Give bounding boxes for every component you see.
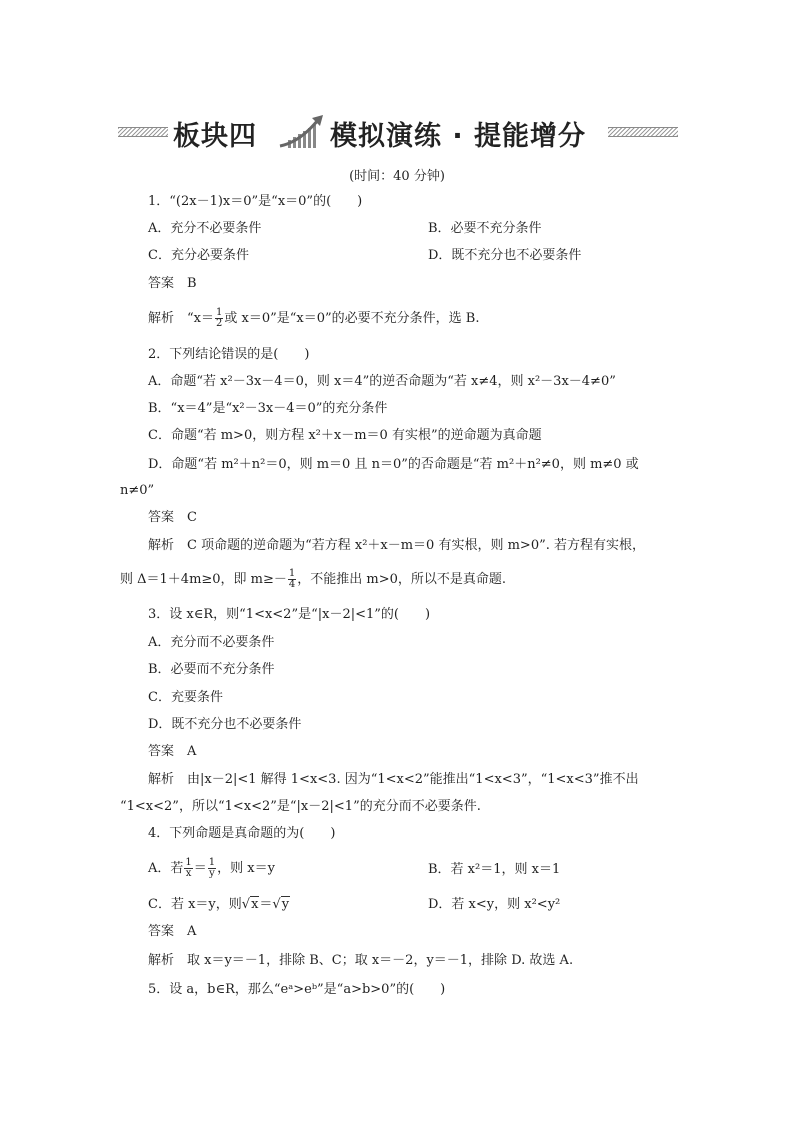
rising-bars-arrow-icon bbox=[276, 112, 328, 150]
q4-a-pre: A．若 bbox=[148, 861, 184, 876]
fraction-denominator: x bbox=[185, 868, 192, 879]
q2-answer: 答案 C bbox=[148, 510, 197, 525]
banner-title-part1: 板块四 bbox=[173, 121, 257, 152]
q4-option-c bbox=[148, 895, 290, 915]
q1-stem: 1．“(2x－1)x＝0”是“x＝0”的( ) bbox=[148, 194, 363, 209]
q3-option-c: C．充要条件 bbox=[148, 690, 223, 705]
sqrt-icon: √ bbox=[272, 897, 281, 912]
banner-stripe-right bbox=[608, 127, 678, 137]
fraction bbox=[208, 858, 216, 879]
q4-option-a bbox=[148, 858, 275, 879]
q1-analysis-post: 或 x＝0”是“x＝0”的必要不充分条件，选 B. bbox=[224, 311, 480, 326]
q3-option-a: A．充分而不必要条件 bbox=[148, 635, 275, 650]
q1-answer: 答案 B bbox=[148, 276, 197, 291]
q4-stem: 4．下列命题是真命题的为( ) bbox=[148, 826, 336, 841]
sqrt-icon: √ bbox=[241, 897, 251, 912]
q2-analysis-post: ，不能推出 m>0，所以不是真命题. bbox=[297, 572, 507, 587]
fraction-denominator: 4 bbox=[288, 579, 296, 590]
q5-stem: 5．设 a，b∈R，那么“eᵃ>eᵇ”是“a>b>0”的( ) bbox=[148, 982, 446, 997]
fraction-numerator: 1 bbox=[208, 857, 216, 868]
q2-stem: 2．下列结论错误的是( ) bbox=[148, 347, 310, 362]
fraction bbox=[215, 308, 223, 329]
q4-answer: 答案 A bbox=[148, 924, 197, 939]
q4-analysis: 解析 取 x＝y＝－1，排除 B、C；取 x＝－2，y＝－1，排除 D. 故选 A. bbox=[148, 953, 574, 968]
q4-option-d: D．若 x<y，则 x²<y² bbox=[428, 897, 561, 912]
q1-analysis-pre: 解析 “x＝ bbox=[148, 311, 214, 326]
q1-option-a: A．充分不必要条件 bbox=[148, 221, 262, 236]
q4-c-eq: ＝ bbox=[259, 897, 273, 912]
q3-stem: 3．设 x∈R，则“1<x<2”是“|x－2|<1”的( ) bbox=[148, 607, 431, 622]
q4-a-post: ，则 x＝y bbox=[217, 861, 275, 876]
fraction bbox=[184, 858, 192, 879]
radicand: x bbox=[251, 897, 259, 912]
q1-option-c: C．充分必要条件 bbox=[148, 248, 249, 263]
time-limit: (时间：40 分钟) bbox=[349, 169, 445, 184]
q2-option-a: A．命题“若 x²－3x－4＝0，则 x＝4”的逆否命题为“若 x≠4，则 x²－3x－4≠0” bbox=[148, 374, 616, 389]
q2-option-c: C．命题“若 m>0，则方程 x²＋x－m＝0 有实根”的逆命题为真命题 bbox=[148, 428, 542, 443]
q3-answer: 答案 A bbox=[148, 744, 197, 759]
q1-analysis bbox=[148, 308, 479, 329]
q2-option-b: B．“x＝4”是“x²－3x－4＝0”的充分条件 bbox=[148, 401, 388, 416]
fraction bbox=[288, 569, 296, 590]
q4-a-eq: ＝ bbox=[193, 861, 207, 876]
q2-option-d-line2: n≠0” bbox=[120, 483, 155, 498]
fraction-numerator: 1 bbox=[288, 568, 296, 579]
q4-option-b: B．若 x²＝1，则 x＝1 bbox=[428, 862, 561, 877]
q3-option-b: B．必要而不充分条件 bbox=[148, 662, 275, 677]
section-banner bbox=[118, 112, 678, 152]
q1-option-b: B．必要不充分条件 bbox=[428, 221, 542, 236]
q2-analysis-line2 bbox=[120, 569, 506, 590]
fraction-numerator: 1 bbox=[185, 857, 192, 868]
q4-c-pre: C．若 x＝y，则 bbox=[148, 897, 242, 912]
fraction-numerator: 1 bbox=[215, 307, 223, 318]
q2-option-d-line1: D．命题“若 m²＋n²＝0，则 m＝0 且 n＝0”的否命题是“若 m²＋n²≠0，则 m≠0 或 bbox=[148, 457, 639, 472]
fraction-denominator: 2 bbox=[215, 318, 223, 329]
fraction-denominator: y bbox=[209, 868, 215, 879]
q2-analysis-pre: 则 Δ＝1＋4m≥0，即 m≥－ bbox=[120, 572, 287, 587]
banner-stripe-left bbox=[118, 127, 168, 137]
radicand: y bbox=[281, 897, 290, 912]
q2-analysis-line1: 解析 C 项命题的逆命题为“若方程 x²＋x－m＝0 有实根，则 m>0”. 若方程有实根， bbox=[148, 538, 645, 553]
banner-title-part2: 模拟演练 · 提能增分 bbox=[330, 121, 587, 152]
q3-option-d: D．既不充分也不必要条件 bbox=[148, 717, 302, 732]
q1-option-d: D．既不充分也不必要条件 bbox=[428, 248, 582, 263]
q3-analysis-line1: 解析 由|x－2|<1 解得 1<x<3. 因为“1<x<2”能推出“1<x<3”，“1<x<3”推不出 bbox=[148, 772, 639, 787]
q3-analysis-line2: “1<x<2”，所以“1<x<2”是“|x－2|<1”的充分而不必要条件. bbox=[120, 799, 481, 814]
